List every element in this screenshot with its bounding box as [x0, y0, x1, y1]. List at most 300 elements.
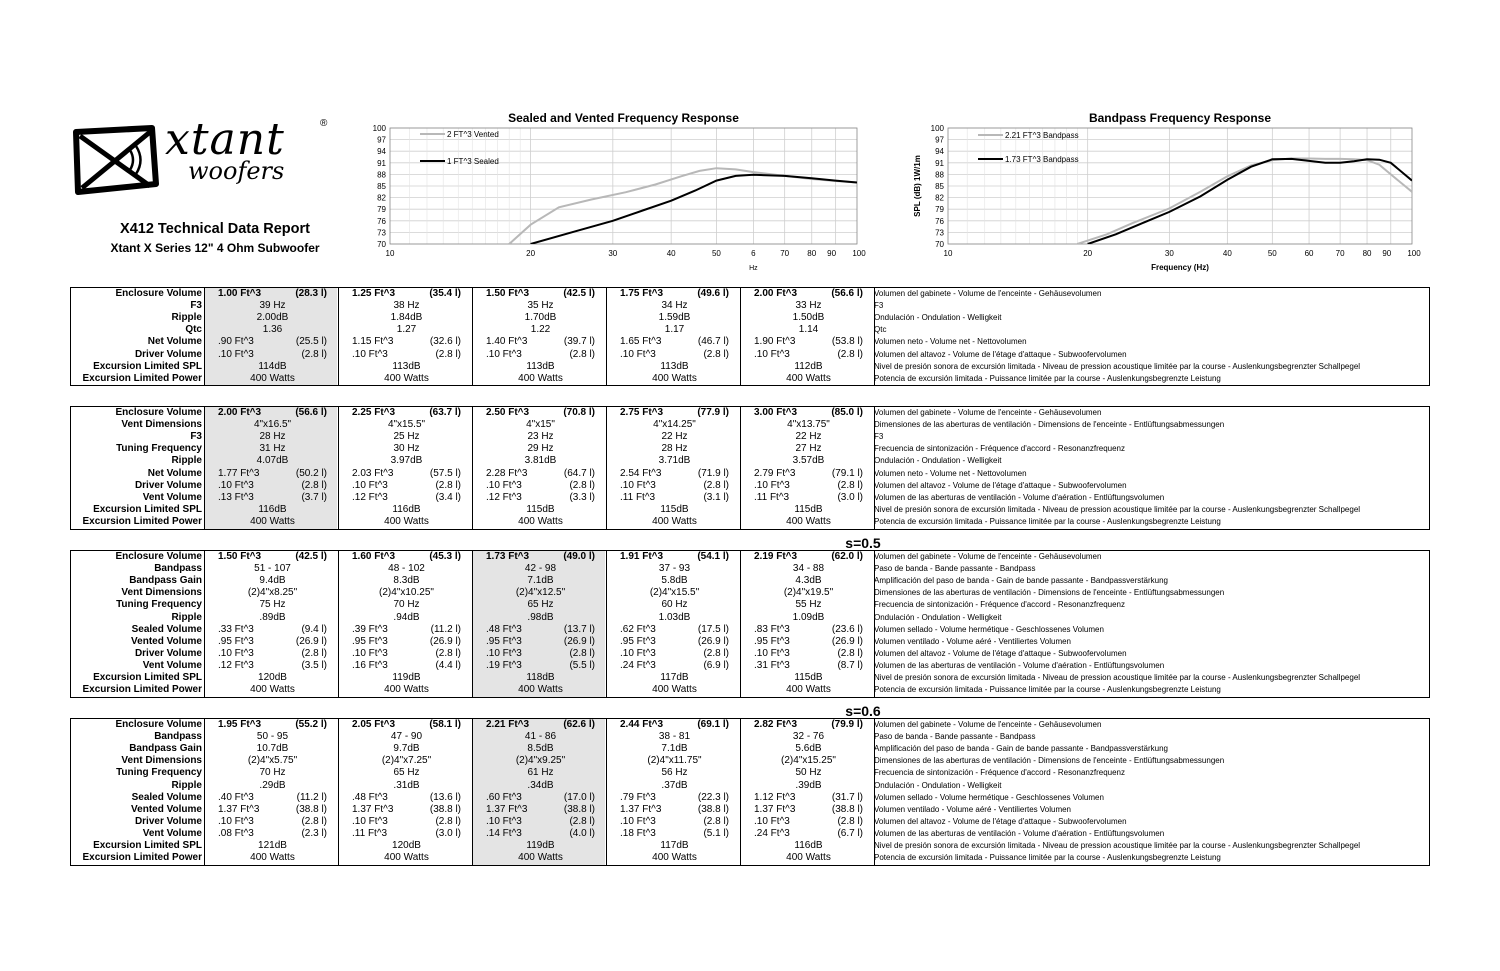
row-label: Vent Volume [142, 491, 202, 503]
chart-title: Bandpass Frequency Response [1088, 111, 1272, 125]
data-cell [742, 431, 875, 443]
value-imperial: 2.00 Ft^3 [754, 288, 798, 299]
data-cell [340, 288, 473, 300]
value-metric: (71.9 l) [697, 467, 729, 479]
data-cell [608, 648, 741, 660]
row-label: Vent Dimensions [121, 587, 202, 599]
value: 400 Watts [652, 852, 697, 864]
row-translation: Volumen neto - Volume net - Nettovolumen [874, 337, 1027, 347]
data-cell [608, 672, 741, 684]
row-label: Sealed Volume [131, 623, 202, 635]
data-cell [608, 349, 741, 361]
data-cell [608, 660, 741, 672]
data-cell [340, 599, 473, 611]
value-metric: (58.1 l) [429, 719, 461, 730]
value-metric: (79.1 l) [831, 467, 863, 479]
value: 75 Hz [259, 599, 286, 611]
x-tick-label: 100 [852, 249, 866, 258]
value: 9.4dB [259, 575, 286, 587]
data-cell [608, 767, 741, 779]
value-imperial: 2.25 Ft^3 [352, 407, 396, 418]
value-imperial: .11 Ft^3 [352, 827, 388, 839]
table-row [71, 300, 1429, 312]
value-metric: (5.5 l) [569, 659, 595, 671]
data-cell [340, 407, 473, 419]
x-tick-label: 60 [1304, 249, 1314, 258]
value: 41 - 86 [524, 731, 557, 743]
value-imperial: .10 Ft^3 [486, 348, 522, 360]
row-translation: Volumen de las aberturas de ventilación - Volume d'aération - Entlüftungsvolumen [874, 660, 1165, 670]
row-label: Vented Volume [131, 803, 202, 815]
value-metric: (85.0 l) [831, 407, 863, 418]
value: 50 Hz [795, 767, 822, 779]
row-translation: Volumen de las aberturas de ventilación - Volume d'aération - Entlüftungsvolumen [874, 492, 1165, 502]
value-metric: (42.5 l) [295, 551, 327, 562]
data-cell [340, 516, 473, 528]
value-imperial: 2.19 Ft^3 [754, 551, 798, 562]
row-label: Bandpass Gain [129, 575, 202, 587]
value: 23 Hz [527, 431, 554, 443]
value: 28 Hz [259, 431, 286, 443]
data-cell [340, 816, 473, 828]
value: 4"x13.75" [787, 419, 830, 431]
value-imperial: .39 Ft^3 [352, 623, 388, 635]
value: 115dB [526, 503, 555, 515]
value: 400 Watts [518, 852, 563, 864]
sealed-table [70, 287, 1430, 386]
y-tick-label: 73 [377, 228, 386, 238]
value-imperial: 2.79 Ft^3 [754, 467, 796, 479]
row-label: Bandpass [154, 731, 202, 743]
row-label: Net Volume [147, 336, 202, 348]
value: 1.50dB [792, 312, 825, 324]
table-row [71, 767, 1429, 779]
value: .89dB [259, 611, 286, 623]
data-cell [608, 455, 741, 467]
data-cell [742, 587, 875, 599]
table-row [71, 636, 1429, 648]
value: 50 - 95 [256, 731, 289, 743]
value-metric: (3.4 l) [435, 491, 461, 503]
value-metric: (38.8 l) [295, 803, 327, 815]
value: 112dB [794, 360, 823, 372]
data-cell [474, 492, 607, 504]
value-imperial: 2.28 Ft^3 [486, 467, 528, 479]
row-translation: Volumen del altavoz - Volume de l'étage d'attaque - Subwoofervolumen [874, 349, 1127, 359]
data-cell [608, 840, 741, 852]
value: 9.7dB [393, 743, 420, 755]
value-imperial: .10 Ft^3 [352, 815, 388, 827]
value-metric: (54.1 l) [697, 551, 729, 562]
row-label: Driver Volume [134, 647, 202, 659]
x-tick-label: 6 [751, 249, 756, 258]
value-metric: (25.5 l) [295, 336, 327, 348]
data-cell [608, 599, 741, 611]
data-cell [206, 480, 339, 492]
data-cell [340, 828, 473, 840]
data-cell [206, 419, 339, 431]
value-imperial: 1.15 Ft^3 [352, 336, 394, 348]
data-cell [742, 419, 875, 431]
data-cell [474, 648, 607, 660]
table-row [71, 684, 1429, 696]
value-imperial: 1.75 Ft^3 [620, 288, 664, 299]
data-cell [608, 431, 741, 443]
value: 400 Watts [518, 372, 563, 384]
value: 116dB [258, 503, 287, 515]
value-imperial: 1.73 Ft^3 [486, 551, 530, 562]
value-imperial: 2.54 Ft^3 [620, 467, 662, 479]
data-cell [206, 336, 339, 348]
data-cell [474, 612, 607, 624]
row-label: Driver Volume [134, 815, 202, 827]
value: 400 Watts [384, 515, 429, 527]
y-tick-label: 94 [935, 147, 944, 157]
value: 35 Hz [527, 300, 554, 312]
value: 61 Hz [527, 767, 554, 779]
row-translation: Nivel de presión sonora de excursión limitada - Niveau de pression acoustique limitée par la course - Auslenkungsbegrenzter Schallpegel [874, 504, 1361, 514]
value: 400 Watts [518, 515, 563, 527]
value-imperial: 1.00 Ft^3 [218, 288, 262, 299]
value-metric: (2.3 l) [301, 827, 327, 839]
data-cell [608, 731, 741, 743]
table-row [71, 648, 1429, 660]
x-tick-label: 10 [385, 249, 395, 258]
data-cell [742, 373, 875, 385]
x-tick-label: 20 [1083, 249, 1093, 258]
data-cell [340, 755, 473, 767]
y-tick-label: 94 [377, 147, 386, 157]
data-cell [742, 804, 875, 816]
data-cell [742, 361, 875, 373]
value-imperial: 2.44 Ft^3 [620, 719, 664, 730]
value-metric: (8.7 l) [837, 659, 863, 671]
value-metric: (2.8 l) [569, 647, 595, 659]
data-cell [340, 312, 473, 324]
row-label: Ripple [171, 455, 202, 467]
table-row [71, 731, 1429, 743]
value-metric: (31.7 l) [831, 791, 863, 803]
value-metric: (38.8 l) [697, 803, 729, 815]
data-cell [474, 672, 607, 684]
data-cell [742, 480, 875, 492]
data-cell [608, 684, 741, 696]
value-imperial: .10 Ft^3 [218, 479, 254, 491]
value-metric: (45.3 l) [429, 551, 461, 562]
value: .94dB [393, 611, 420, 623]
value: 121dB [258, 840, 287, 851]
value-metric: (4.0 l) [569, 827, 595, 839]
value: 1.36 [262, 324, 283, 336]
section-label-s05: s=0.5 [845, 535, 881, 551]
value-metric: (2.8 l) [569, 348, 595, 360]
value: 119dB [392, 672, 421, 683]
value-imperial: .10 Ft^3 [218, 348, 254, 360]
data-cell [608, 852, 741, 864]
value: 118dB [526, 672, 555, 683]
table-row [71, 419, 1429, 431]
data-cell [206, 407, 339, 419]
value-imperial: .16 Ft^3 [352, 659, 388, 671]
value-metric: (63.7 l) [429, 407, 461, 418]
data-cell [206, 468, 339, 480]
data-cell [206, 431, 339, 443]
data-cell [742, 719, 875, 731]
bandpass-s06-table [70, 718, 1430, 866]
data-cell [206, 672, 339, 684]
value: .34dB [527, 779, 554, 791]
value-imperial: .10 Ft^3 [754, 479, 790, 491]
value: 5.6dB [795, 743, 822, 755]
data-cell [340, 780, 473, 792]
data-cell [608, 468, 741, 480]
value: 1.14 [798, 324, 819, 336]
value-metric: (49.6 l) [697, 288, 729, 299]
data-cell [340, 480, 473, 492]
data-cell [474, 743, 607, 755]
value: 34 - 88 [792, 563, 825, 575]
x-tick-label: 70 [780, 249, 790, 258]
value: 51 - 107 [254, 563, 291, 575]
value-metric: (2.8 l) [703, 647, 729, 659]
data-cell [206, 684, 339, 696]
value: 116dB [794, 840, 823, 851]
value: (2)4"x7.25" [381, 755, 432, 767]
row-translation: Volumen sellado - Volume hermétique - Geschlossenes Volumen [874, 792, 1104, 802]
data-cell [206, 455, 339, 467]
data-cell [742, 492, 875, 504]
x-tick-label: 70 [1335, 249, 1345, 258]
value: 400 Watts [786, 852, 831, 864]
data-cell [206, 504, 339, 516]
value: 117dB [660, 840, 689, 851]
value-metric: (2.8 l) [301, 479, 327, 491]
value: 5.8dB [661, 575, 688, 587]
value-metric: (26.9 l) [563, 635, 595, 647]
row-translation: Volumen sellado - Volume hermétique - Geschlossenes Volumen [874, 624, 1104, 634]
x-tick-label: 40 [666, 249, 676, 258]
data-cell [608, 312, 741, 324]
data-cell [206, 373, 339, 385]
value-imperial: .19 Ft^3 [486, 659, 522, 671]
value: 113dB [392, 360, 421, 372]
data-cell [474, 599, 607, 611]
chart-svg [360, 110, 870, 280]
row-translation: Volumen del gabinete - Volume de l'enceinte - Gehäusevolumen [874, 408, 1102, 417]
table-row [71, 551, 1429, 563]
data-cell [742, 455, 875, 467]
value-metric: (2.8 l) [837, 479, 863, 491]
data-cell [474, 719, 607, 731]
table-row [71, 324, 1429, 336]
value-imperial: .31 Ft^3 [754, 659, 790, 671]
value: 42 - 98 [524, 563, 557, 575]
y-tick-label: 88 [377, 170, 386, 180]
data-cell [742, 672, 875, 684]
data-cell [608, 636, 741, 648]
value: (2)4"x12.5" [515, 587, 566, 599]
value-metric: (38.8 l) [429, 803, 461, 815]
data-cell [742, 684, 875, 696]
row-label: F3 [190, 300, 202, 312]
row-label: Excursion Limited Power [82, 372, 202, 384]
value: 38 Hz [393, 300, 420, 312]
value-imperial: 2.50 Ft^3 [486, 407, 530, 418]
value: 32 - 76 [792, 731, 825, 743]
value-metric: (2.8 l) [837, 348, 863, 360]
value-metric: (42.5 l) [563, 288, 595, 299]
value: 115dB [660, 503, 689, 515]
value-metric: (2.8 l) [569, 479, 595, 491]
y-tick-label: 91 [935, 158, 944, 168]
value-metric: (11.2 l) [430, 623, 461, 635]
value-imperial: 1.50 Ft^3 [218, 551, 262, 562]
data-cell [340, 840, 473, 852]
row-translation: Dimensiones de las aberturas de ventilación - Dimensions de l'enceinte - Entlüftungsabmessungen [874, 420, 1225, 430]
value-metric: (3.5 l) [301, 659, 327, 671]
value: 115dB [794, 672, 823, 683]
row-label: Excursion Limited Power [82, 515, 202, 527]
value-metric: (13.7 l) [563, 623, 595, 635]
data-cell [742, 407, 875, 419]
data-cell [742, 731, 875, 743]
row-translation: Ondulación - Ondulation - Welligkeit [874, 313, 1002, 323]
data-cell [742, 840, 875, 852]
data-cell [742, 624, 875, 636]
value: (2)4"x10.25" [379, 587, 434, 599]
row-translation: Volumen del altavoz - Volume de l'étage d'attaque - Subwoofervolumen [874, 648, 1127, 658]
value: 113dB [526, 360, 555, 372]
row-label: Excursion Limited Power [82, 852, 202, 864]
page-subtitle: Xtant X Series 12" 4 Ohm Subwoofer [110, 241, 320, 255]
table-row [71, 516, 1429, 528]
value-metric: (38.8 l) [563, 803, 595, 815]
row-label: Net Volume [147, 467, 202, 479]
row-translation: Potencia de excursión limitada - Puissance limitée par la course - Auslenkungsbegrenzte Leistung [874, 685, 1221, 695]
data-cell [206, 361, 339, 373]
value-metric: (5.1 l) [703, 827, 729, 839]
value: 34 Hz [661, 300, 688, 312]
row-translation: Dimensiones de las aberturas de ventilación - Dimensions de l'enceinte - Entlüftungsabmessungen [874, 588, 1225, 598]
value-imperial: 2.82 Ft^3 [754, 719, 798, 730]
value-metric: (70.8 l) [563, 407, 595, 418]
series-line-black [1088, 159, 1412, 244]
data-cell [474, 587, 607, 599]
value: 65 Hz [393, 767, 420, 779]
value-imperial: .10 Ft^3 [352, 348, 388, 360]
value: 2.00dB [256, 312, 289, 324]
data-cell [742, 828, 875, 840]
y-tick-label: 70 [377, 240, 386, 249]
y-tick-label: 79 [935, 205, 944, 215]
data-cell [340, 648, 473, 660]
data-cell [340, 852, 473, 864]
row-label: Driver Volume [134, 348, 202, 360]
data-cell [340, 443, 473, 455]
value-metric: (3.1 l) [703, 491, 729, 503]
data-cell [206, 816, 339, 828]
value: (2)4"x15.25" [781, 755, 836, 767]
data-cell [474, 624, 607, 636]
value-metric: (11.2 l) [296, 791, 327, 803]
value: 8.3dB [393, 575, 420, 587]
table-row [71, 431, 1429, 443]
data-cell [340, 336, 473, 348]
table-row [71, 288, 1429, 300]
data-cell [474, 300, 607, 312]
value-metric: (17.0 l) [563, 791, 595, 803]
value-imperial: 1.65 Ft^3 [620, 336, 662, 348]
row-label: Excursion Limited SPL [93, 360, 202, 372]
value: (2)4"x9.25" [515, 755, 566, 767]
value: 120dB [258, 672, 287, 683]
data-cell [340, 624, 473, 636]
legend-label: 2.21 FT^3 Bandpass [1005, 131, 1079, 140]
value-imperial: .10 Ft^3 [754, 815, 790, 827]
data-cell [474, 755, 607, 767]
data-cell [206, 755, 339, 767]
value-metric: (56.6 l) [831, 288, 863, 299]
x-tick-label: 100 [1407, 249, 1421, 258]
table-row [71, 852, 1429, 864]
value: 400 Watts [384, 852, 429, 864]
data-cell [340, 767, 473, 779]
value: 8.5dB [527, 743, 554, 755]
table-row [71, 828, 1429, 840]
data-cell [608, 419, 741, 431]
value: 28 Hz [661, 443, 688, 455]
value-metric: (2.8 l) [703, 348, 729, 360]
value-imperial: .10 Ft^3 [352, 647, 388, 659]
data-cell [742, 636, 875, 648]
value: 1.09dB [792, 611, 825, 623]
y-tick-label: 76 [935, 216, 944, 226]
value: 400 Watts [518, 684, 563, 696]
value-metric: (2.8 l) [703, 815, 729, 827]
data-cell [742, 443, 875, 455]
data-cell [474, 455, 607, 467]
value-metric: (57.5 l) [429, 467, 461, 479]
x-tick-label: 90 [827, 249, 837, 258]
logo-subtext: woofers [188, 157, 285, 185]
x-tick-label: 10 [943, 249, 953, 258]
row-translation: Frecuencia de sintonización - Fréquence d'accord - Resonanzfrequenz [874, 600, 1125, 610]
value-metric: (3.0 l) [435, 827, 461, 839]
data-cell [340, 792, 473, 804]
table-row [71, 563, 1429, 575]
y-tick-label: 79 [377, 205, 386, 215]
data-cell [206, 599, 339, 611]
legend-label: 1.73 FT^3 Bandpass [1005, 155, 1079, 164]
data-cell [474, 288, 607, 300]
value: 55 Hz [795, 599, 822, 611]
row-translation: Ondulación - Ondulation - Welligkeit [874, 456, 1002, 466]
section-label-s06: s=0.6 [845, 703, 881, 719]
data-cell [206, 612, 339, 624]
value: (2)4"x5.75" [247, 755, 298, 767]
value: 400 Watts [384, 684, 429, 696]
table-row [71, 780, 1429, 792]
chart-svg [908, 110, 1428, 280]
row-translation: Volumen ventilado - Volume aéré - Ventiliertes Volumen [874, 636, 1072, 646]
row-translation: Ondulación - Ondulation - Welligkeit [874, 780, 1002, 790]
x-tick-label: 80 [807, 249, 817, 258]
data-cell [474, 504, 607, 516]
value: .29dB [259, 779, 286, 791]
data-cell [608, 612, 741, 624]
value-imperial: 1.37 Ft^3 [620, 803, 662, 815]
data-cell [206, 828, 339, 840]
